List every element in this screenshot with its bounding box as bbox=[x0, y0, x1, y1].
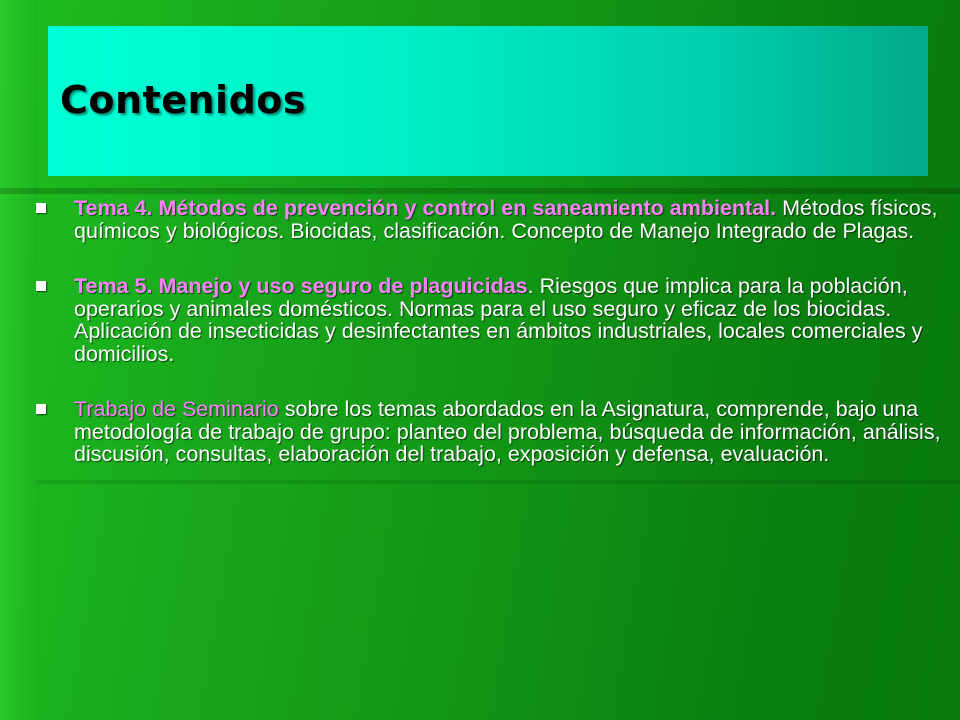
background-band bbox=[0, 188, 960, 194]
background-streak bbox=[0, 0, 38, 720]
item-text: sobre los temas abordados en la Asignatura, comprende, bajo una metodología de trabajo de grupo: planteo del problema, búsqueda de información, análisis, discusión, consultas, elaboración del trabajo, exposición y defensa, evaluación. bbox=[74, 397, 941, 466]
square-bullet-icon bbox=[36, 404, 46, 414]
list-item bbox=[34, 197, 944, 242]
slide-title: Contenidos bbox=[60, 78, 306, 122]
square-bullet-icon bbox=[36, 203, 46, 213]
item-lead: Tema 4. Métodos de prevención y control en saneamiento ambiental. bbox=[74, 196, 777, 220]
list-item bbox=[34, 398, 944, 466]
content-list bbox=[34, 197, 944, 499]
item-text: . Riesgos que implica para la población, operarios y animales domésticos. Normas para el uso seguro y eficaz de los biocidas. Aplicación de insecticidas y desinfectantes en ámbitos industriales, locales comerciales y domicilios. bbox=[74, 274, 923, 366]
list-item bbox=[34, 275, 944, 365]
item-lead: Trabajo de Seminario bbox=[74, 397, 279, 421]
square-bullet-icon bbox=[36, 281, 46, 291]
item-text: Métodos físicos, químicos y biológicos. Biocidas, clasificación. Concepto de Manejo Integrado de Plagas. bbox=[74, 196, 938, 243]
item-lead: Tema 5. Manejo y uso seguro de plaguicidas bbox=[74, 274, 528, 298]
